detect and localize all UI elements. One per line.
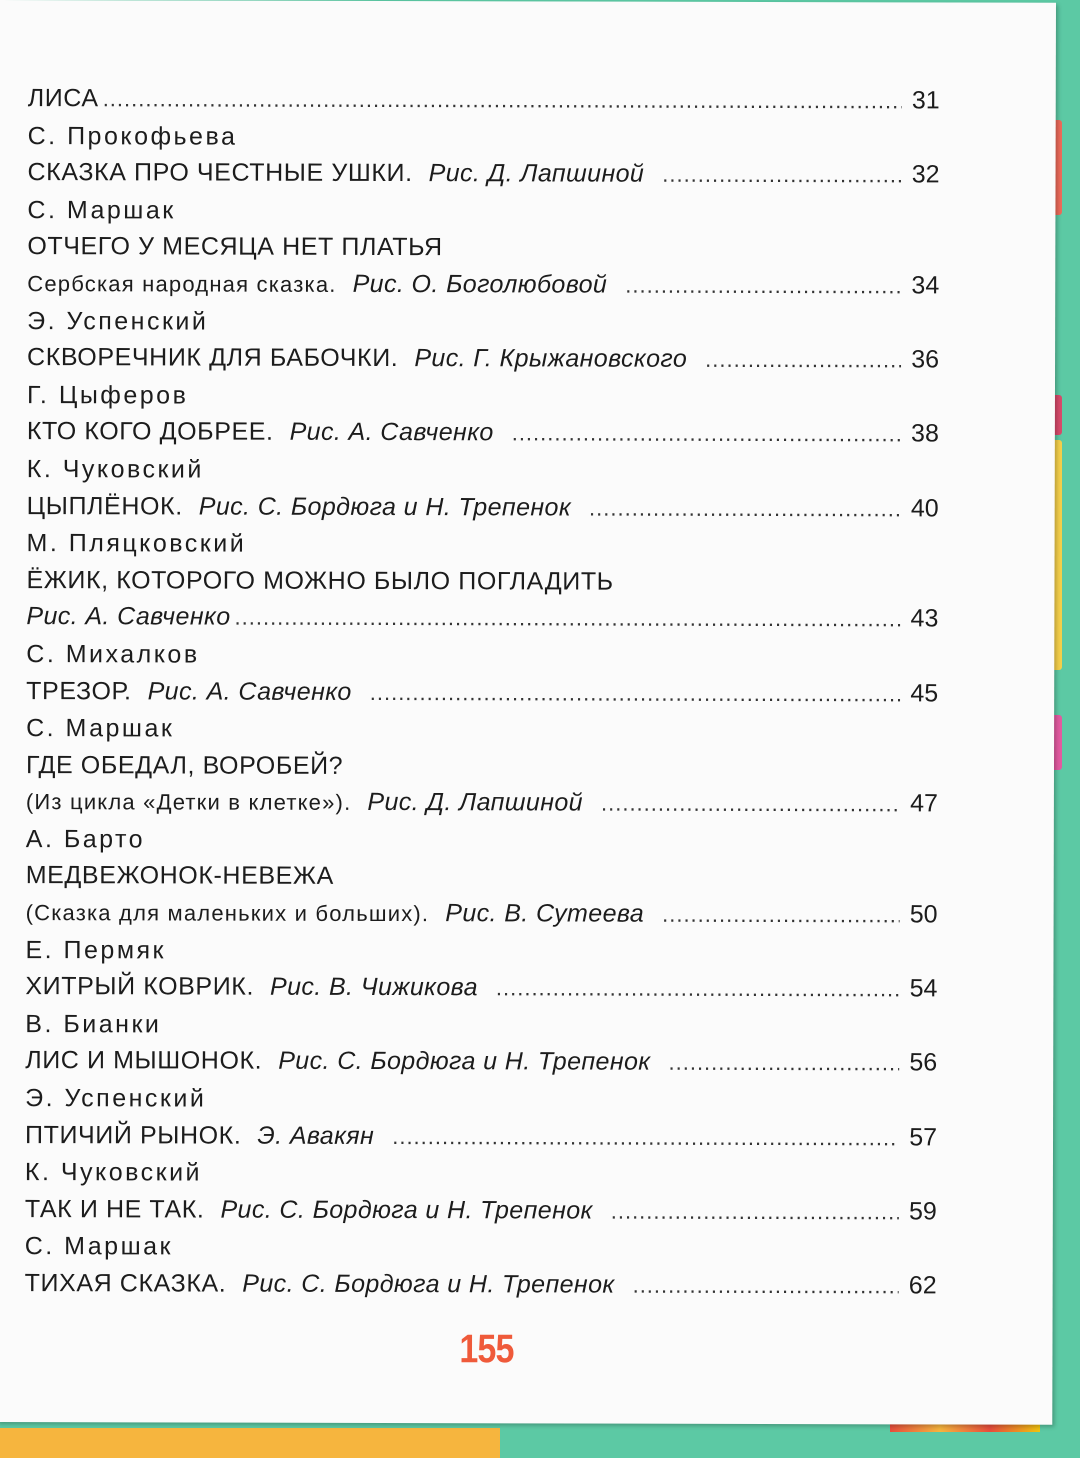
entry-title: ТАК И НЕ ТАК. (24, 1194, 205, 1224)
entry-illustrator: Рис. А. Савченко (26, 602, 231, 631)
background-yellow-strip (0, 1428, 500, 1458)
entry-title: ЛИСА (27, 84, 99, 113)
dot-leader (662, 157, 901, 194)
page-number: 36 (911, 345, 940, 374)
toc-entry (25, 968, 937, 1008)
page-number: 31 (911, 86, 940, 115)
toc-entry (25, 1265, 937, 1305)
page-number: 45 (910, 678, 939, 707)
page-number: 38 (911, 419, 939, 448)
toc-entry (26, 894, 938, 934)
entry-title: СКАЗКА ПРО ЧЕСТНЫЕ УШКИ. (27, 158, 413, 188)
entry-illustrator: Рис. Д. Лапшиной (367, 788, 584, 817)
entry-title: ХИТРЫЙ КОВРИК. (25, 972, 255, 1001)
entry-illustrator: Рис. Д. Лапшиной (428, 159, 645, 188)
entry-illustrator: Рис. С. Бордюга и Н. Трепенок (220, 1195, 593, 1225)
toc-entry (26, 598, 938, 638)
toc-entry (27, 154, 939, 194)
toc-entry (26, 783, 938, 823)
entry-title: ПТИЧИЙ РЫНОК. (24, 1120, 242, 1150)
entry-author: С. Маршак (26, 714, 175, 743)
page-number: 50 (909, 900, 938, 929)
entry-author: С. Маршак (27, 195, 176, 225)
dot-leader (234, 600, 900, 638)
entry-illustrator: Рис. С. Бордюга и Н. Трепенок (242, 1269, 615, 1299)
page-number: 57 (909, 1123, 938, 1152)
dot-leader (601, 786, 900, 823)
entry-author: М. Пляцковский (26, 529, 247, 558)
entry-author: Э. Успенский (25, 1084, 207, 1113)
toc-entry (27, 488, 939, 528)
toc-entry (27, 413, 939, 453)
toc-entry (25, 1043, 937, 1083)
page-number: 43 (910, 604, 939, 633)
page-number: 54 (909, 974, 938, 1003)
dot-leader (512, 416, 901, 454)
entry-title: МЕДВЕЖОНОК-НЕВЕЖА (25, 861, 334, 891)
entry-author: С. Прокофьева (27, 121, 238, 151)
entry-subtitle: (Сказка для маленьких и больших). (25, 900, 430, 927)
entry-author: С. Маршак (24, 1232, 174, 1261)
dot-leader (633, 1268, 899, 1305)
entry-author: К. Чуковский (26, 455, 204, 484)
entry-illustrator: Рис. В. Сутеева (445, 899, 645, 928)
entry-subtitle: Сербская народная сказка. (27, 271, 337, 297)
dot-leader (611, 1193, 899, 1230)
entry-illustrator: Рис. Г. Крыжановского (414, 344, 688, 373)
page-folio: 155 (459, 1327, 514, 1372)
page-number: 59 (908, 1197, 937, 1226)
entry-illustrator: Э. Авакян (257, 1121, 375, 1150)
page-number: 34 (911, 271, 940, 300)
entry-illustrator: Рис. А. Савченко (289, 418, 494, 447)
entry-title: ЛИС И МЫШОНОК. (25, 1046, 263, 1076)
entry-author: В. Бианки (25, 1009, 162, 1039)
dot-leader (103, 81, 902, 120)
entry-author: А. Барто (25, 824, 146, 854)
dot-leader (392, 1119, 899, 1157)
entry-illustrator: Рис. А. Савченко (147, 676, 352, 706)
entry-author: Э. Успенский (27, 306, 209, 336)
background-colored-stripe (890, 1424, 1040, 1432)
entry-illustrator: Рис. В. Чижикова (269, 972, 478, 1002)
dot-leader (625, 268, 901, 305)
dot-leader (705, 342, 901, 379)
entry-author: Е. Пермяк (25, 935, 167, 965)
entry-subtitle: (Из цикла «Детки в клетке»). (25, 789, 352, 816)
entry-author: К. Чуковский (24, 1158, 203, 1187)
dot-leader (370, 674, 901, 712)
dot-leader (662, 897, 900, 934)
entry-illustrator: Рис. О. Боголюбовой (352, 269, 608, 299)
toc-entry (25, 1117, 937, 1157)
entry-title: ТИХАЯ СКАЗКА. (24, 1269, 227, 1298)
page-number: 32 (911, 160, 940, 189)
entry-author: Г. Цыферов (26, 380, 189, 410)
entry-illustrator: Рис. С. Бордюга и Н. Трепенок (198, 492, 572, 522)
dot-leader (589, 490, 901, 527)
page-number: 56 (909, 1048, 938, 1077)
entry-title: СКВОРЕЧНИК ДЛЯ БАБОЧКИ. (27, 343, 399, 373)
toc-entry (26, 673, 938, 713)
toc-entry (25, 1191, 937, 1231)
entry-illustrator: Рис. С. Бордюга и Н. Трепенок (278, 1047, 651, 1077)
page-number: 62 (908, 1271, 937, 1300)
entry-title: КТО КОГО ДОБРЕЕ. (26, 417, 274, 447)
dot-leader (668, 1045, 899, 1082)
page-number: 47 (910, 789, 938, 818)
entry-title: ТРЕЗОР. (26, 676, 132, 705)
entry-title: ЁЖИК, КОТОРОГО МОЖНО БЫЛО ПОГЛАДИТЬ (26, 565, 614, 596)
toc-entry (27, 339, 939, 379)
entry-title: ОТЧЕГО У МЕСЯЦА НЕТ ПЛАТЬЯ (27, 232, 443, 262)
entry-author: С. Михалков (26, 639, 200, 669)
entry-title: ГДЕ ОБЕДАЛ, ВОРОБЕЙ? (25, 750, 344, 780)
table-of-contents (25, 80, 940, 1305)
dot-leader (496, 971, 900, 1009)
page-number: 40 (910, 493, 939, 522)
entry-title: ЦЫПЛЁНОК. (26, 491, 183, 521)
toc-entry (28, 80, 940, 120)
toc-entry (27, 265, 939, 305)
